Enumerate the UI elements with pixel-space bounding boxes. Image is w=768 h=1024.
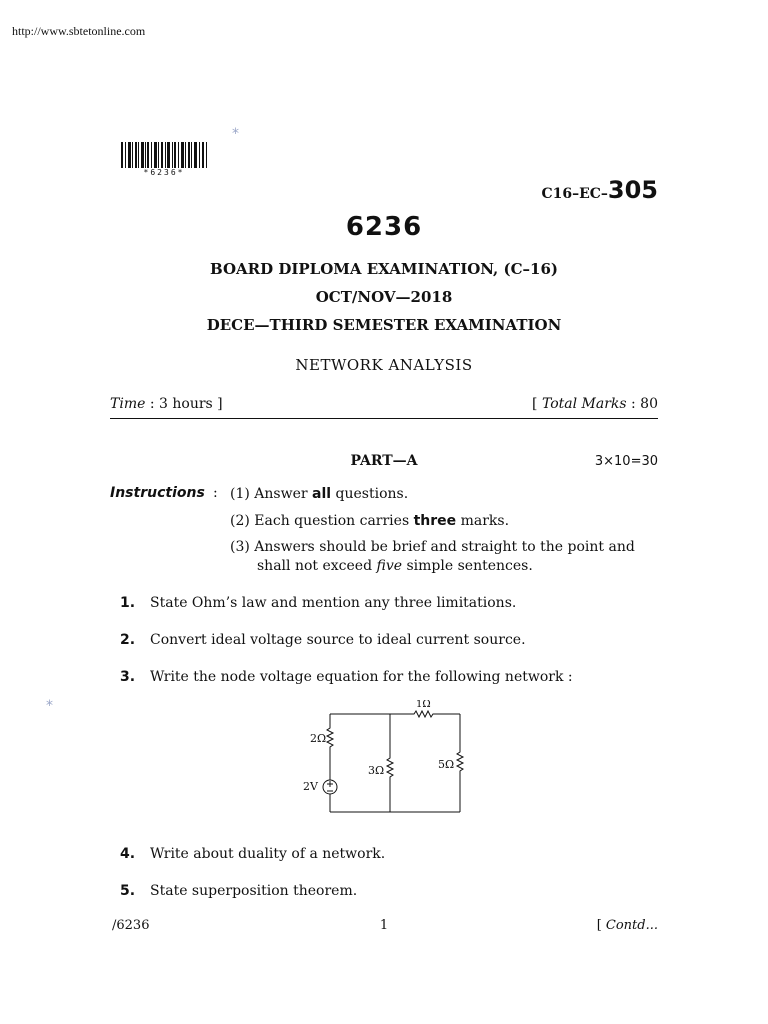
instruction-item: [230, 485, 660, 504]
instructions-label: Instructions: [110, 485, 205, 501]
subject-code: [541, 176, 658, 204]
question-text: State superposition theorem.: [150, 883, 358, 899]
footer-continued: [597, 918, 658, 933]
subject-title: NETWORK ANALYSIS: [295, 356, 473, 374]
question-number: 1.: [120, 595, 136, 611]
subject-code-prefix: C16–EC–: [541, 186, 608, 202]
time-label: Time: [110, 396, 146, 412]
instruction-text: questions.: [331, 486, 409, 502]
resistor-label: 2Ω: [310, 732, 327, 745]
instruction-item: [230, 512, 660, 531]
footer-bracket: [: [596, 918, 606, 933]
question-text: Write about duality of a network.: [150, 846, 386, 862]
asterisk-mark: *: [46, 698, 53, 714]
instruction-emphasis: five: [376, 558, 403, 574]
voltage-source-label: 2V: [303, 780, 318, 793]
instruction-text: (3) Answers should be brief and straight to the point and: [230, 539, 635, 555]
barcode-text: *6236*: [143, 168, 185, 177]
divider-line: [110, 418, 658, 419]
instructions-colon: :: [213, 485, 218, 501]
question-text: Convert ideal voltage source to ideal current source.: [150, 632, 526, 648]
asterisk-mark: *: [232, 126, 239, 142]
time-info: [110, 396, 223, 412]
instruction-item: [230, 538, 660, 576]
total-marks-label: Total Marks: [541, 396, 627, 412]
resistor-label: 1Ω: [416, 700, 431, 710]
instruction-text: shall not exceed: [257, 558, 377, 574]
exam-semester: DECE—THIRD SEMESTER EXAMINATION: [206, 316, 562, 334]
instruction-text: (1) Answer: [230, 486, 313, 502]
circuit-diagram: [300, 700, 470, 818]
resistor-label: 5Ω: [438, 758, 455, 771]
footer-paper-code: /6236: [112, 918, 150, 933]
question-text: Write the node voltage equation for the following network :: [150, 669, 573, 685]
subject-code-number: 305: [607, 176, 658, 204]
marks-open-bracket: [: [532, 396, 542, 412]
instruction-text: marks.: [456, 513, 510, 529]
time-value: : 3 hours ]: [149, 396, 223, 412]
question-number: 3.: [120, 669, 136, 685]
total-marks-info: [532, 396, 658, 412]
instruction-continuation: [230, 557, 660, 576]
part-marks: 3×10=30: [594, 454, 658, 469]
instruction-text: (2) Each question carries: [230, 513, 414, 529]
exam-session: OCT/NOV—2018: [315, 288, 453, 306]
paper-code: 6236: [345, 212, 423, 242]
instruction-text: simple sentences.: [402, 558, 533, 574]
instruction-emphasis: three: [413, 513, 457, 529]
part-title: PART—A: [350, 453, 418, 469]
time-marks-row: [110, 396, 658, 412]
exam-title: BOARD DIPLOMA EXAMINATION, (C–16): [209, 260, 558, 278]
barcode-image: [121, 142, 207, 168]
question-number: 2.: [120, 632, 136, 648]
question-text: State Ohm’s law and mention any three limitations.: [150, 595, 517, 611]
site-url[interactable]: http://www.sbtetonline.com: [12, 24, 146, 38]
footer-contd: Contd...: [605, 918, 658, 933]
question-number: 5.: [120, 883, 136, 899]
total-marks-value: : 80: [631, 396, 658, 412]
question-number: 4.: [120, 846, 136, 862]
resistor-label: 3Ω: [368, 764, 385, 777]
instruction-emphasis: all: [312, 486, 332, 502]
page-number: 1: [379, 918, 389, 933]
